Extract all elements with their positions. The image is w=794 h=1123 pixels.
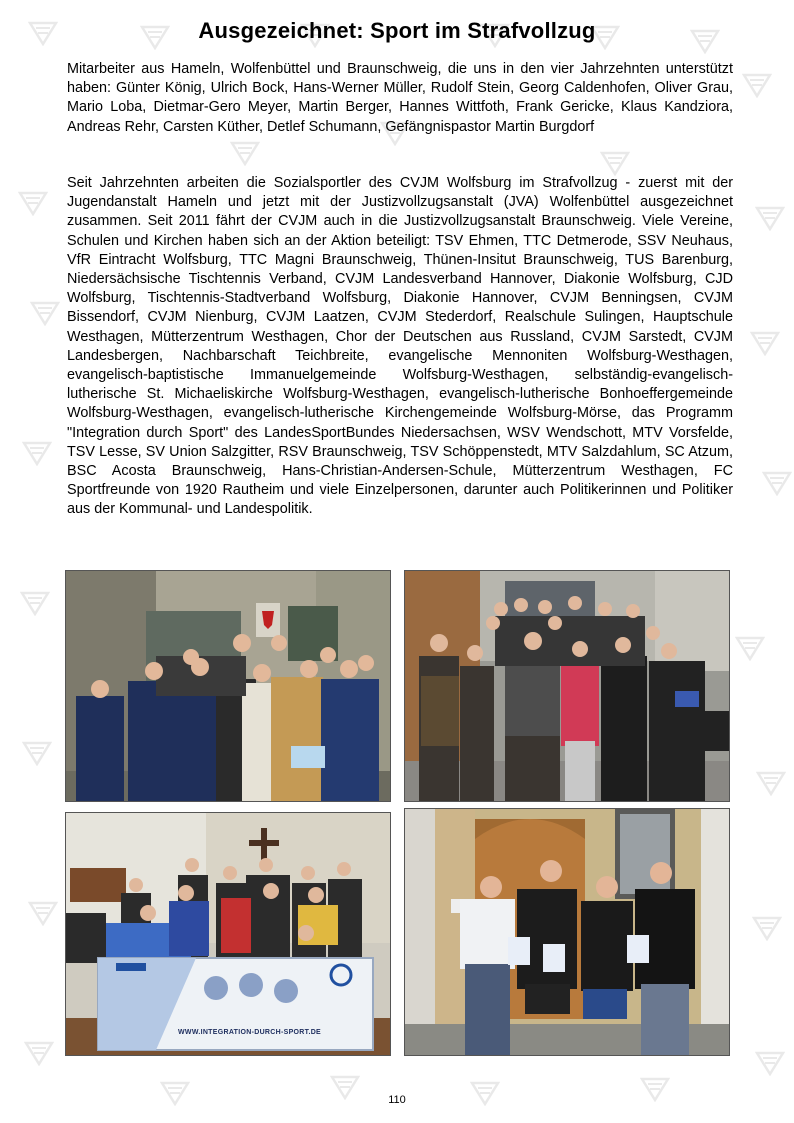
- watermark-logo-icon: [600, 150, 630, 176]
- watermark-logo-icon: [24, 1040, 54, 1066]
- watermark-logo-icon: [755, 205, 785, 231]
- watermark-logo-icon: [756, 770, 786, 796]
- watermark-logo-icon: [742, 72, 772, 98]
- watermark-logo-icon: [750, 330, 780, 356]
- intro-paragraph: Mitarbeiter aus Hameln, Wolfenbüttel und Braunschweig, die uns in den vier Jahrzehnten unterstützt haben: Günter König, Ulrich Bock, Hans-Werner Müller, Rudolf Stein, Georg Caldenhofen, Oliver Grau, Mario Loba, Dietmar-Gero Meyer, Martin Berger, Hannes Wittfoth, Frank Gericke, Klaus Kandziora, Andreas Rehr, Carsten Küther, Detlef Schumann, Gefängnispastor Martin Burgdorf: [67, 61, 733, 135]
- watermark-logo-icon: [762, 470, 792, 496]
- watermark-logo-icon: [20, 590, 50, 616]
- watermark-logo-icon: [18, 190, 48, 216]
- body-paragraph: Seit Jahrzehnten arbeiten die Sozialsportler des CVJM Wolfsburg im Strafvollzug - zuerst mit der Jugendanstalt Hameln und jetzt mit der Justizvollzugsanstalt (JVA) Wolfenbüttel ausgezeichnet zusammen. Seit 2011 fährt der CVJM auch in die Justizvollzugsanstalt Braunschweig. Viele Vereine, Schulen und Kirchen haben sich an der Aktion beteiligt: TSV Ehmen, TTC Detmerode, SSV Neuhaus, VfR Eintracht Wolfsburg, TTC Magni Braunschweig, Thünen-Insitut Braunschweig, TUS Barenburg, Niedersächsische Tischtennis Verband, CVJM Landesverband Hannover, Diakonie Wolfsburg, CJD Wolfsburg, Tischtennis-Stadtverband Wolfsburg, Diakonie Hannover, CVJM Benningsen, CVJM Bissendorf, CVJM Nienburg, CVJM Laatzen, CVJM Stederdorf, Realschule Sulingen, Hauptschule Westhagen, Mütterzentrum Westhagen, Chor der Deutschen aus Russland, CVJM Sarstedt, CVJM Landesbergen, Nachbarschaft Teichbreite, evangelische Mennoniten Wolfsburg-Westhagen, evangelisch-baptistische Immanuelgemeinde Wolfsburg-Westhagen, selbständig-evangelisch-lutherische St. Michaeliskirche Wolfsburg-Westhagen, evangelisch-lutherische Bonhoeffergemeinde Wolfsburg-Westhagen, evangelisch-lutherische Kirchengemeinde Wolfsburg-Mörse, das Programm "Integration durch Sport" des LandesSportBundes Niedersachsen, WSV Wendschott, MTV Vorsfelde, TSV Lesse, SV Union Salzgitter, RSV Braunschweig, TSV Schöppenstedt, MTV Salzdahlum, SC Atzum, BSC Acosta Braunschweig, Hans-Christian-Andersen-Schule, Mütterzentrum Westhagen, FC Sportfreunde von 1920 Rautheim und viele Einzelpersonen, darunter auch Politikerinnen und Politiker aus der Kommunal- und Landespolitik.: [67, 175, 733, 518]
- watermark-logo-icon: [230, 140, 260, 166]
- watermark-logo-icon: [22, 440, 52, 466]
- watermark-logo-icon: [30, 300, 60, 326]
- watermark-logo-icon: [28, 900, 58, 926]
- page-title: Ausgezeichnet: Sport im Strafvollzug: [198, 18, 596, 43]
- watermark-logo-icon: [755, 1050, 785, 1076]
- watermark-logo-icon: [22, 740, 52, 766]
- photo-group-outdoor-winter: [404, 570, 730, 802]
- watermark-logo-icon: [735, 635, 765, 661]
- photo-group-building-entrance: [65, 570, 391, 802]
- photo-group-banner: [65, 812, 391, 1056]
- page-number: 110: [388, 1094, 406, 1106]
- photo-four-men-door: [404, 808, 730, 1056]
- watermark-logo-icon: [752, 915, 782, 941]
- banner-url-text: WWW.INTEGRATION-DURCH-SPORT.DE: [178, 1029, 322, 1036]
